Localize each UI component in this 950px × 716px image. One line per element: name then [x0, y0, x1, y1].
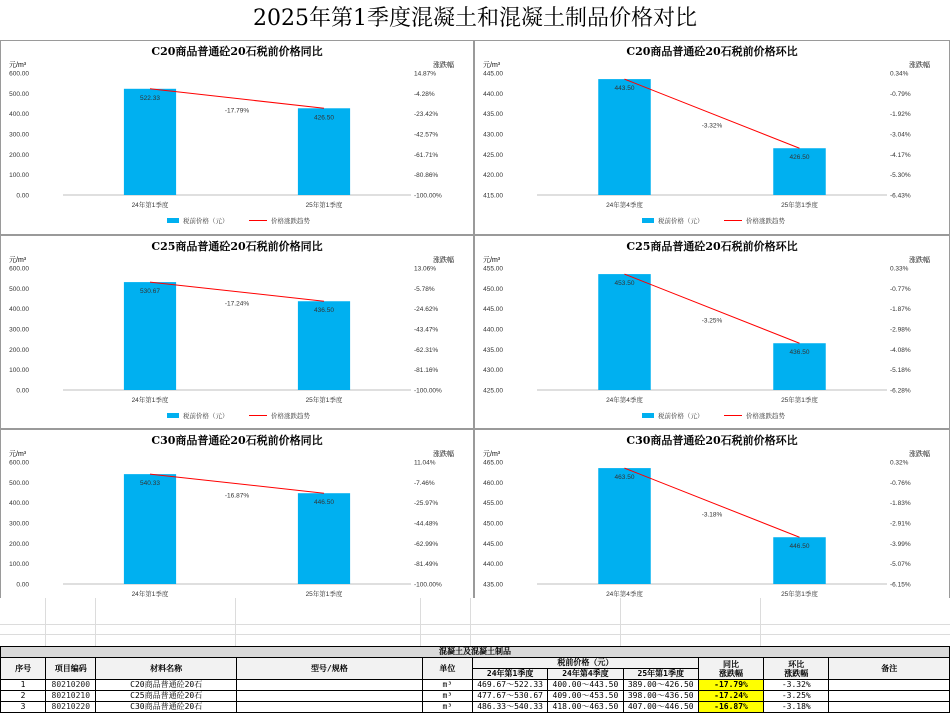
- page-title: 2025年第1季度混凝土和混凝土制品价格对比: [253, 6, 697, 31]
- change-label: -3.25%: [701, 317, 723, 325]
- bar-value-label: 453.50: [614, 280, 635, 288]
- left-tick-label: 300.00: [9, 131, 29, 139]
- left-tick-label: 600.00: [9, 70, 29, 78]
- cell-code[interactable]: 80210220: [46, 702, 96, 713]
- bar: [298, 493, 350, 584]
- chart-panel-c25-yoy: [0, 235, 474, 429]
- bar: [124, 89, 176, 195]
- grid-line: [0, 634, 950, 635]
- chart-c25-yoy: [1, 236, 473, 428]
- left-tick-label: 400.00: [9, 306, 29, 314]
- right-tick-label: -100.00%: [414, 192, 442, 200]
- right-tick-label: -81.16%: [414, 367, 439, 375]
- cell-q1-25[interactable]: 398.00～436.50: [623, 691, 698, 702]
- right-tick-label: -2.98%: [890, 326, 911, 334]
- right-tick-label: -61.71%: [414, 151, 439, 159]
- left-tick-label: 600.00: [9, 459, 29, 467]
- price-sheet: [0, 598, 950, 716]
- legend-bar-swatch: [167, 218, 179, 223]
- left-tick-label: 440.00: [483, 90, 503, 98]
- header-price-group: 税前价格（元）: [472, 658, 698, 669]
- cell-seq[interactable]: 1: [1, 680, 46, 691]
- x-tick-label: 25年第1季度: [305, 202, 343, 209]
- x-tick-label: 25年第1季度: [305, 591, 343, 598]
- right-axis-label: 涨跌幅: [909, 62, 930, 69]
- x-tick-label: 25年第1季度: [781, 202, 818, 209]
- header-unit: 单位: [422, 658, 472, 680]
- left-tick-label: 500.00: [9, 479, 29, 487]
- change-label: -3.18%: [701, 511, 723, 519]
- left-axis-unit: 元/m³: [9, 257, 27, 264]
- legend-bar-label: 税前价格（元）: [183, 413, 229, 420]
- right-tick-label: -100.00%: [414, 387, 442, 395]
- left-tick-label: 435.00: [483, 346, 503, 354]
- cell-seq[interactable]: 3: [1, 702, 46, 713]
- right-tick-label: 13.06%: [414, 265, 437, 273]
- right-tick-label: -6.15%: [890, 581, 911, 589]
- right-tick-label: -62.31%: [414, 346, 439, 354]
- legend-bar-label: 税前价格（元）: [183, 218, 229, 225]
- chart-panel-c30-qoq: [474, 429, 950, 624]
- change-label: -3.32%: [701, 122, 723, 130]
- chart-c20-qoq: [475, 41, 949, 234]
- left-tick-label: 440.00: [483, 561, 503, 569]
- header-q4-24: 24年第4季度: [548, 669, 623, 680]
- change-label: -17.24%: [224, 300, 250, 308]
- cell-q1-24[interactable]: 469.67～522.33: [472, 680, 547, 691]
- right-tick-label: -5.18%: [890, 367, 911, 375]
- left-tick-label: 100.00: [9, 172, 29, 180]
- header-qoq: 环比 涨跌幅: [764, 658, 829, 680]
- left-tick-label: 100.00: [9, 561, 29, 569]
- cell-yoy[interactable]: -16.87%: [698, 702, 763, 713]
- left-tick-label: 400.00: [9, 111, 29, 119]
- legend-line-label: 价格涨跌趋势: [746, 413, 785, 420]
- left-tick-label: 0.00: [16, 192, 29, 200]
- cell-name[interactable]: C30商品普通砼20石: [96, 702, 237, 713]
- bar: [598, 79, 651, 195]
- bar-value-label: 446.50: [789, 543, 810, 551]
- header-yoy: 同比 涨跌幅: [698, 658, 763, 680]
- right-tick-label: -3.99%: [890, 540, 911, 548]
- cell-code[interactable]: 80210200: [46, 680, 96, 691]
- left-tick-label: 445.00: [483, 306, 503, 314]
- bar-value-label: 540.33: [140, 480, 160, 488]
- right-tick-label: -6.43%: [890, 192, 911, 200]
- grid-line: [45, 598, 46, 646]
- chart-panel-c20-yoy: [0, 40, 474, 235]
- right-tick-label: -1.83%: [890, 500, 911, 508]
- right-axis-label: 涨跌幅: [433, 62, 454, 69]
- right-tick-label: 11.04%: [414, 459, 436, 467]
- right-tick-label: -23.42%: [414, 111, 439, 119]
- cell-name[interactable]: C25商品普通砼20石: [96, 691, 237, 702]
- right-tick-label: -81.49%: [414, 561, 439, 569]
- right-tick-label: -3.04%: [890, 131, 911, 139]
- left-tick-label: 455.00: [483, 265, 503, 273]
- left-tick-label: 450.00: [483, 520, 503, 528]
- left-tick-label: 200.00: [9, 540, 29, 548]
- left-tick-label: 500.00: [9, 90, 29, 98]
- bar: [598, 274, 651, 390]
- left-tick-label: 420.00: [483, 172, 503, 180]
- left-tick-label: 450.00: [483, 285, 503, 293]
- left-tick-label: 200.00: [9, 346, 29, 354]
- grid-line: [95, 598, 96, 646]
- grid-line: [420, 598, 421, 646]
- chart-panel-c25-qoq: [474, 235, 950, 429]
- cell-name[interactable]: C20商品普通砼20石: [96, 680, 237, 691]
- x-tick-label: 25年第1季度: [305, 397, 343, 404]
- left-axis-unit: 元/m³: [483, 257, 501, 264]
- chart-title: C30商品普通砼20石税前价格环比: [626, 434, 798, 447]
- right-tick-label: -0.77%: [890, 285, 911, 293]
- header-spec: 型号/规格: [236, 658, 422, 680]
- left-tick-label: 430.00: [483, 131, 503, 139]
- cell-spec[interactable]: [236, 702, 422, 713]
- grid-line: [235, 598, 236, 646]
- table-caption: 混凝土及混凝土制品: [1, 647, 950, 658]
- chart-c30-yoy: [1, 430, 473, 623]
- right-axis-label: 涨跌幅: [433, 451, 454, 458]
- right-tick-label: 14.87%: [414, 70, 437, 78]
- legend-bar-swatch: [642, 413, 654, 418]
- left-tick-label: 300.00: [9, 520, 29, 528]
- grid-line: [620, 598, 621, 646]
- right-tick-label: -100.00%: [414, 581, 442, 589]
- chart-title: C20商品普通砼20石税前价格环比: [626, 45, 798, 58]
- x-tick-label: 24年第4季度: [606, 202, 643, 209]
- chart-c25-qoq: [475, 236, 949, 428]
- legend-bar-label: 税前价格（元）: [658, 218, 704, 225]
- right-tick-label: -43.47%: [414, 326, 439, 334]
- chart-panel-c20-qoq: [474, 40, 950, 235]
- bar-value-label: 530.67: [140, 288, 160, 296]
- cell-q1-25[interactable]: 407.00～446.50: [623, 702, 698, 713]
- cell-spec[interactable]: [236, 691, 422, 702]
- right-tick-label: -7.46%: [414, 479, 435, 487]
- chart-title: C30商品普通砼20石税前价格同比: [151, 434, 323, 447]
- change-label: -16.87%: [224, 492, 250, 500]
- x-tick-label: 24年第1季度: [131, 397, 169, 404]
- header-q1-24: 24年第1季度: [472, 669, 547, 680]
- cell-qoq[interactable]: -3.25%: [764, 691, 829, 702]
- cell-note[interactable]: [829, 691, 950, 702]
- cell-spec[interactable]: [236, 680, 422, 691]
- left-tick-label: 415.00: [483, 192, 503, 200]
- bar-value-label: 436.50: [314, 307, 334, 315]
- right-tick-label: -5.07%: [890, 561, 911, 569]
- left-tick-label: 435.00: [483, 111, 503, 119]
- table-row: [1, 691, 950, 702]
- change-label: -17.79%: [224, 107, 250, 115]
- right-axis-label: 涨跌幅: [909, 257, 930, 264]
- left-tick-label: 500.00: [9, 285, 29, 293]
- cell-note[interactable]: [829, 702, 950, 713]
- right-tick-label: -6.28%: [890, 387, 911, 395]
- left-axis-unit: 元/m³: [483, 451, 501, 458]
- right-tick-label: -62.99%: [414, 540, 439, 548]
- chart-title: C20商品普通砼20石税前价格同比: [151, 45, 323, 58]
- left-axis-unit: 元/m³: [9, 451, 27, 458]
- left-tick-label: 465.00: [483, 459, 503, 467]
- left-axis-unit: 元/m³: [483, 62, 501, 69]
- bar: [298, 108, 350, 195]
- right-tick-label: -1.92%: [890, 111, 911, 119]
- cell-yoy[interactable]: -17.24%: [698, 691, 763, 702]
- cell-qoq[interactable]: -3.18%: [764, 702, 829, 713]
- grid-line: [0, 624, 950, 625]
- right-tick-label: -4.08%: [890, 346, 911, 354]
- right-tick-label: -4.17%: [890, 151, 911, 159]
- bar-value-label: 463.50: [614, 474, 635, 482]
- left-tick-label: 425.00: [483, 387, 503, 395]
- cell-unit[interactable]: m³: [422, 702, 472, 713]
- right-tick-label: -25.97%: [414, 500, 439, 508]
- left-tick-label: 455.00: [483, 500, 503, 508]
- price-table: [0, 646, 950, 713]
- cell-seq[interactable]: 2: [1, 691, 46, 702]
- right-axis-label: 涨跌幅: [433, 257, 454, 264]
- cell-note[interactable]: [829, 680, 950, 691]
- grid-line: [470, 598, 471, 646]
- table-row: [1, 680, 950, 691]
- table-row: [1, 702, 950, 713]
- left-tick-label: 200.00: [9, 151, 29, 159]
- header-note: 备注: [829, 658, 950, 680]
- right-tick-label: -5.30%: [890, 172, 911, 180]
- legend-line-label: 价格涨跌趋势: [271, 413, 310, 420]
- cell-q4-24[interactable]: 409.00～453.50: [548, 691, 623, 702]
- left-tick-label: 100.00: [9, 367, 29, 375]
- grid-line: [760, 598, 761, 646]
- left-tick-label: 460.00: [483, 479, 503, 487]
- bar: [598, 468, 651, 584]
- right-tick-label: -4.28%: [414, 90, 435, 98]
- chart-title: C25商品普通砼20石税前价格同比: [151, 240, 323, 253]
- cell-yoy[interactable]: -17.79%: [698, 680, 763, 691]
- right-tick-label: -1.87%: [890, 306, 911, 314]
- header-code: 项目编码: [46, 658, 96, 680]
- left-axis-unit: 元/m³: [9, 62, 27, 69]
- right-tick-label: -24.62%: [414, 306, 439, 314]
- bar: [124, 474, 176, 584]
- left-tick-label: 600.00: [9, 265, 29, 273]
- cell-code[interactable]: 80210210: [46, 691, 96, 702]
- x-tick-label: 24年第1季度: [131, 202, 169, 209]
- left-tick-label: 0.00: [16, 387, 29, 395]
- left-tick-label: 400.00: [9, 500, 29, 508]
- cell-q1-25[interactable]: 389.00～426.50: [623, 680, 698, 691]
- legend-bar-swatch: [642, 218, 654, 223]
- x-tick-label: 24年第4季度: [606, 591, 643, 598]
- left-tick-label: 435.00: [483, 581, 503, 589]
- bar: [124, 282, 176, 390]
- chart-c30-qoq: [475, 430, 949, 623]
- header-q1-25: 25年第1季度: [623, 669, 698, 680]
- x-tick-label: 24年第1季度: [131, 591, 169, 598]
- right-tick-label: 0.32%: [890, 459, 909, 467]
- bar-value-label: 443.50: [614, 85, 635, 93]
- right-tick-label: -2.91%: [890, 520, 911, 528]
- left-tick-label: 300.00: [9, 326, 29, 334]
- x-tick-label: 25年第1季度: [781, 397, 818, 404]
- right-tick-label: 0.34%: [890, 70, 909, 78]
- right-tick-label: 0.33%: [890, 265, 909, 273]
- left-tick-label: 445.00: [483, 540, 503, 548]
- chart-title: C25商品普通砼20石税前价格环比: [626, 240, 798, 253]
- legend-bar-swatch: [167, 413, 179, 418]
- header-name: 材料名称: [96, 658, 237, 680]
- header-seq: 序号: [1, 658, 46, 680]
- x-tick-label: 25年第1季度: [781, 591, 818, 598]
- left-tick-label: 0.00: [16, 581, 29, 589]
- bar: [298, 301, 350, 390]
- right-tick-label: -5.78%: [414, 285, 435, 293]
- x-tick-label: 24年第4季度: [606, 397, 643, 404]
- cell-q1-24[interactable]: 477.67～530.67: [472, 691, 547, 702]
- right-tick-label: -80.86%: [414, 172, 439, 180]
- right-tick-label: -0.79%: [890, 90, 911, 98]
- left-tick-label: 430.00: [483, 367, 503, 375]
- cell-q1-24[interactable]: 486.33～540.33: [472, 702, 547, 713]
- bar-value-label: 436.50: [789, 349, 810, 357]
- left-tick-label: 445.00: [483, 70, 503, 78]
- left-tick-label: 440.00: [483, 326, 503, 334]
- chart-panel-c30-yoy: [0, 429, 474, 624]
- chart-c20-yoy: [1, 41, 473, 234]
- legend-line-label: 价格涨跌趋势: [746, 218, 785, 225]
- cell-unit[interactable]: m³: [422, 691, 472, 702]
- cell-unit[interactable]: m³: [422, 680, 472, 691]
- bar-value-label: 426.50: [314, 114, 334, 122]
- bar-value-label: 522.33: [140, 94, 160, 102]
- legend-line-label: 价格涨跌趋势: [271, 218, 310, 225]
- cell-qoq[interactable]: -3.32%: [764, 680, 829, 691]
- right-tick-label: -42.57%: [414, 131, 439, 139]
- right-tick-label: -44.48%: [414, 520, 439, 528]
- left-tick-label: 425.00: [483, 151, 503, 159]
- right-axis-label: 涨跌幅: [909, 451, 930, 458]
- bar-value-label: 446.50: [314, 499, 334, 507]
- cell-q4-24[interactable]: 418.00～463.50: [548, 702, 623, 713]
- right-tick-label: -0.76%: [890, 479, 911, 487]
- bar-value-label: 426.50: [789, 154, 810, 162]
- legend-bar-label: 税前价格（元）: [658, 413, 704, 420]
- cell-q4-24[interactable]: 400.00～443.50: [548, 680, 623, 691]
